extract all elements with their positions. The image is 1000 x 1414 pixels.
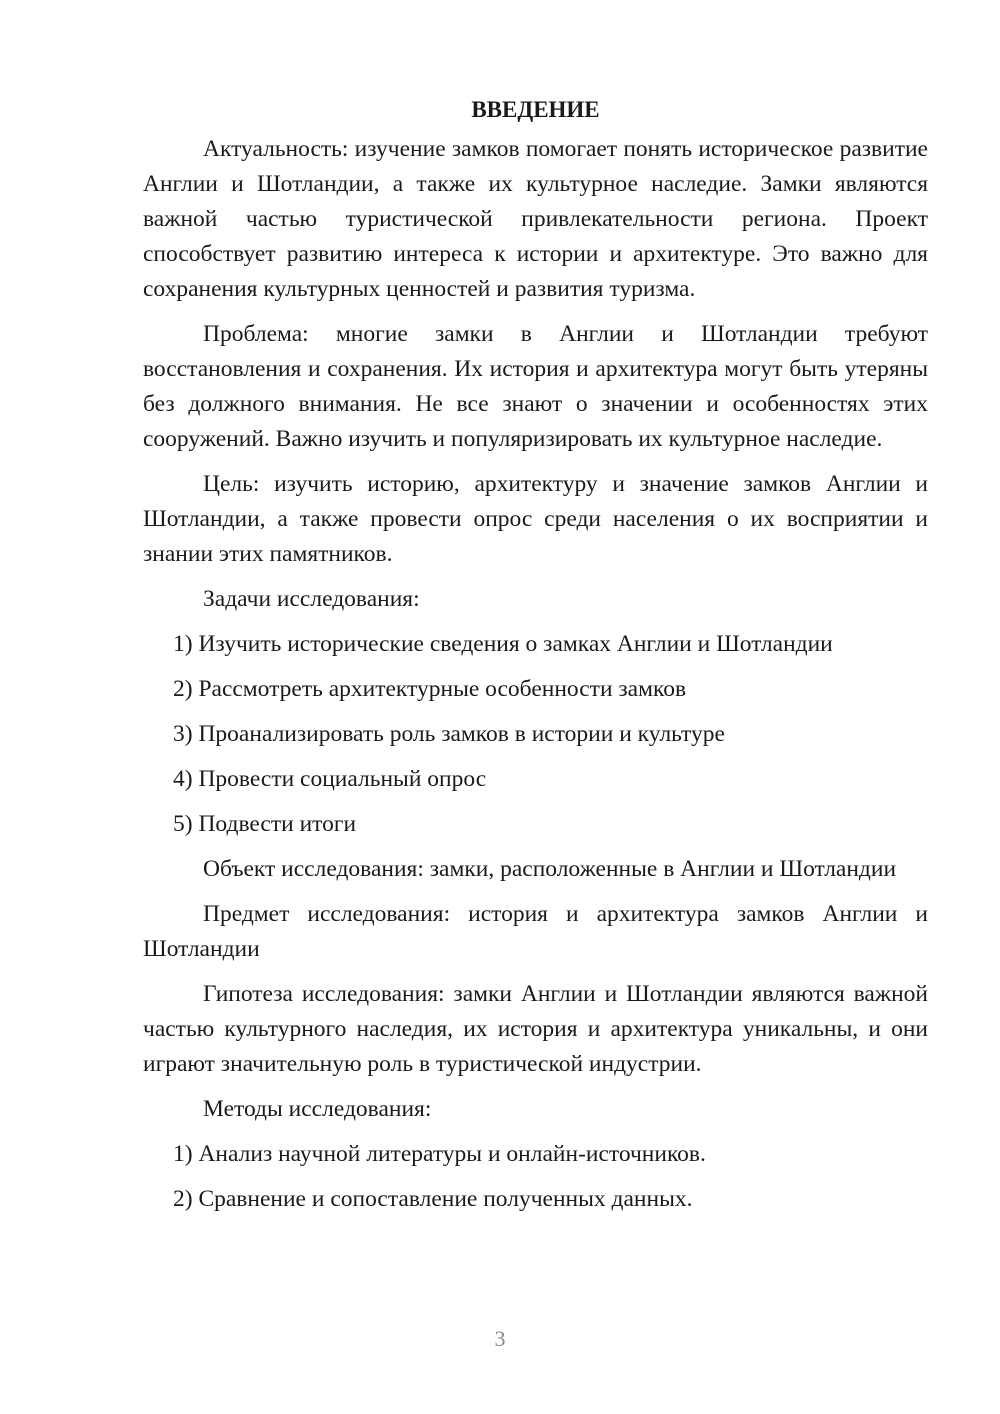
task-item: 3) Проанализировать роль замков в истории и культуре	[173, 721, 725, 747]
task-item: 1) Изучить исторические сведения о замках Англии и Шотландии	[173, 631, 833, 657]
hypothesis-paragraph: Гипотеза исследования: замки Англии и Шотландии являются важной частью культурного наследия, их история и архитектура уникальны, и они играют значительную роль в туристической индустрии.	[143, 981, 928, 1077]
tasks-title: Задачи исследования:	[203, 586, 420, 612]
goal-paragraph: Цель: изучить историю, архитектуру и значение замков Англии и Шотландии, а также провести опрос среди населения о их восприятии и знании этих памятников.	[143, 471, 928, 567]
method-item: 1) Анализ научной литературы и онлайн-источников.	[173, 1141, 706, 1167]
object-paragraph: Объект исследования: замки, расположенные в Англии и Шотландии	[203, 856, 897, 882]
page-title: ВВЕДЕНИЕ	[471, 97, 600, 122]
problem-paragraph: Проблема: многие замки в Англии и Шотландии требуют восстановления и сохранения. Их история и архитектура могут быть утеряны без должного внимания. Не все знают о значении и особенностях этих сооружений. Важно изучить и популяризировать их культурное наследие.	[143, 321, 928, 452]
subject-paragraph: Предмет исследования: история и архитектура замков Англии и Шотландии	[143, 901, 928, 962]
task-item: 5) Подвести итоги	[173, 811, 357, 837]
task-item: 4) Провести социальный опрос	[173, 766, 487, 792]
document-page	[143, 92, 928, 1227]
page-number: 3	[494, 1326, 506, 1351]
methods-title: Методы исследования:	[203, 1096, 432, 1122]
task-item: 2) Рассмотреть архитектурные особенности замков	[173, 676, 687, 702]
method-item: 2) Сравнение и сопоставление полученных данных.	[173, 1186, 693, 1212]
relevance-paragraph: Актуальность: изучение замков помогает понять историческое развитие Англии и Шотландии, а также их культурное наследие. Замки являются важной частью туристической привлекательности региона. Проект способствует развитию интереса к истории и архитектуре. Это важно для сохранения культурных ценностей и развития туризма.	[143, 136, 928, 302]
